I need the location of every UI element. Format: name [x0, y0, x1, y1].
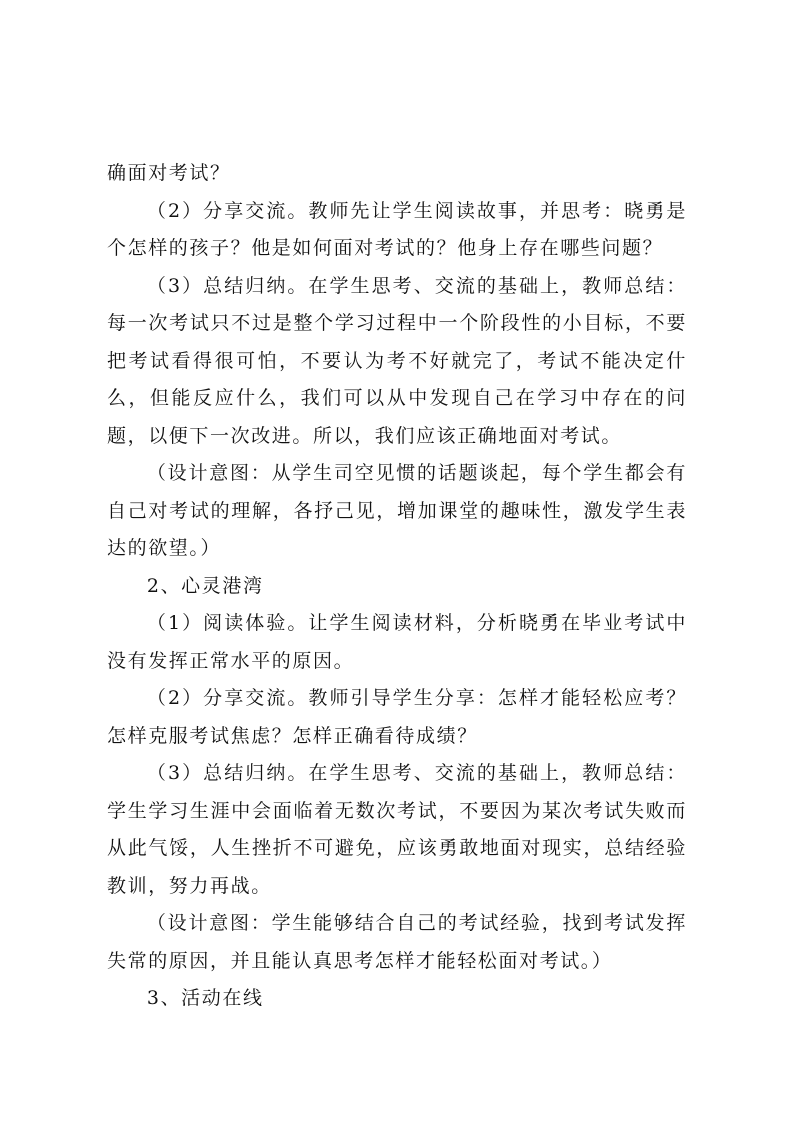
paragraph-continuation: 确面对考试？ [107, 162, 231, 184]
paragraph-summary-2: （3）总结归纳。在学生思考、交流的基础上，教师总结：学生学习生涯中会面临着无数次考试，不要因为某次考试失败而从此气馁，人生挫折不可避免，应该勇敢地面对现实，总结经验教训，努力再战。 [107, 762, 687, 897]
paragraph-reading-experience: （1）阅读体验。让学生阅读材料，分析晓勇在毕业考试中没有发挥正常水平的原因。 [107, 612, 687, 672]
section-heading-heart-harbor: 2、心灵港湾 [146, 574, 264, 597]
paragraph-share-discussion-2: （2）分享交流。教师引导学生分享：怎样才能轻松应考？怎样克服考试焦虑？怎样正确看待成绩？ [107, 687, 687, 747]
document-body [107, 155, 687, 1018]
paragraph-summary-1: （3）总结归纳。在学生思考、交流的基础上，教师总结：每一次考试只不过是整个学习过程中一个阶段性的小目标，不要把考试看得很可怕，不要认为考不好就完了，考试不能决定什么，但能反应什么，我们可以从中发现自己在学习中存在的问题，以便下一次改进。所以，我们应该正确地面对考试。 [107, 274, 687, 447]
paragraph-design-intent-2: （设计意图：学生能够结合自己的考试经验，找到考试发挥失常的原因，并且能认真思考怎样才能轻松面对考试。） [107, 912, 687, 972]
paragraph-design-intent-1: （设计意图：从学生司空见惯的话题谈起，每个学生都会有自己对考试的理解，各抒己见，增加课堂的趣味性，激发学生表达的欲望。） [107, 462, 687, 559]
paragraph-share-discussion-1: （2）分享交流。教师先让学生阅读故事，并思考：晓勇是个怎样的孩子？他是如何面对考试的？他身上存在哪些问题？ [107, 199, 687, 259]
section-heading-activity-online: 3、活动在线 [146, 987, 264, 1009]
